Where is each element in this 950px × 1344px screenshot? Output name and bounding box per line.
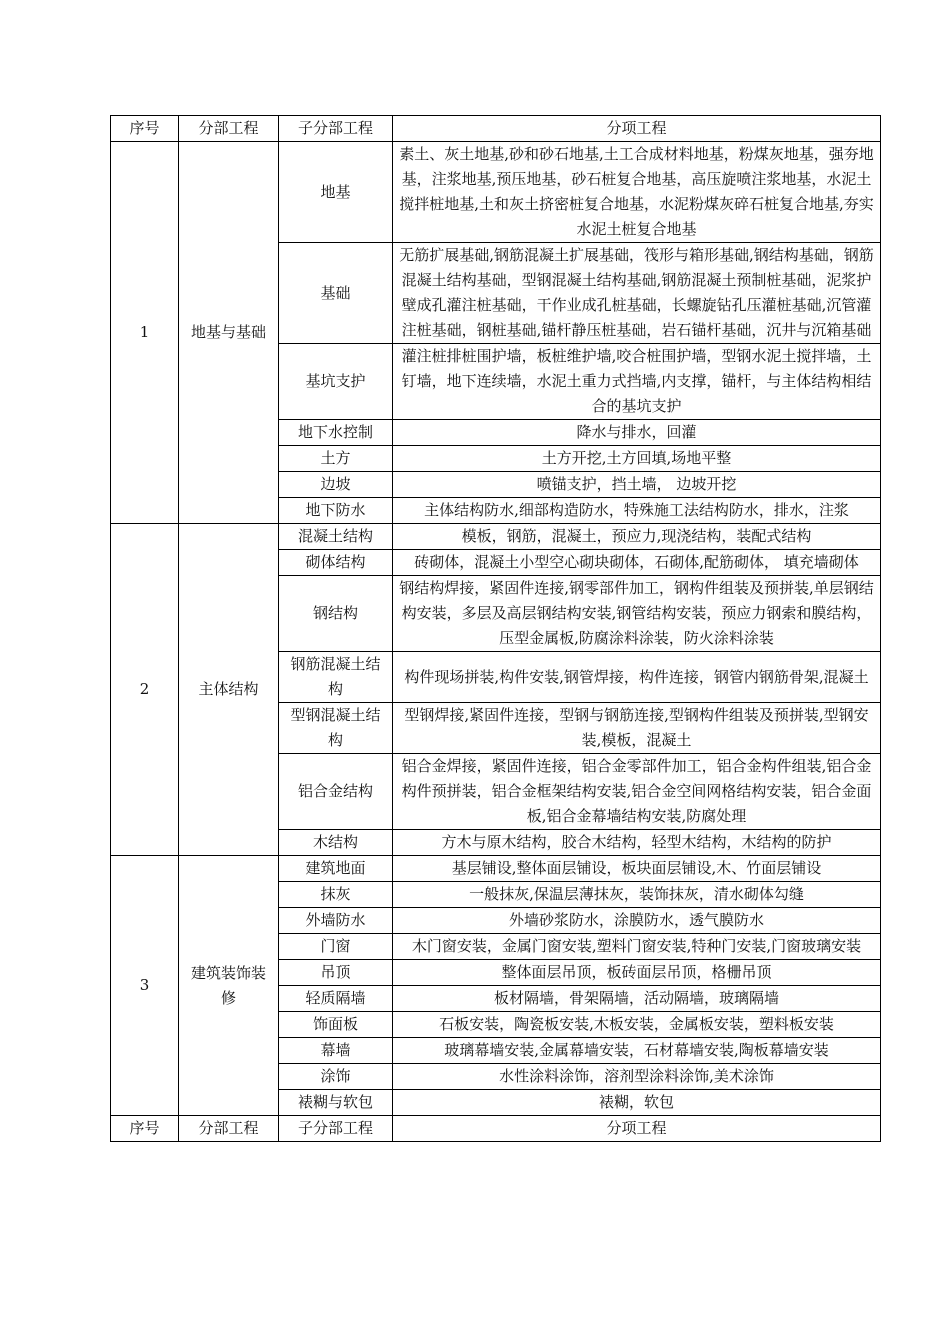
division-name: 主体结构 <box>179 524 279 856</box>
subdivision-cell: 基坑支护 <box>279 344 393 420</box>
items-cell: 方木与原木结构，胶合木结构，轻型木结构，木结构的防护 <box>393 830 881 856</box>
footer-seq: 序号 <box>111 1116 179 1142</box>
table-body <box>111 116 881 1142</box>
header-row <box>111 116 881 142</box>
division-seq: 1 <box>111 142 179 524</box>
division-name: 建筑装饰装修 <box>179 856 279 1116</box>
items-cell: 一般抹灰,保温层薄抹灰，装饰抹灰，清水砌体勾缝 <box>393 882 881 908</box>
items-cell: 型钢焊接,紧固件连接，型钢与钢筋连接,型钢构件组装及预拼装,型钢安装,模板，混凝土 <box>393 703 881 754</box>
items-cell: 板材隔墙，骨架隔墙，活动隔墙，玻璃隔墙 <box>393 986 881 1012</box>
items-cell: 砖砌体，混凝土小型空心砌块砌体，石砌体,配筋砌体， 填充墙砌体 <box>393 550 881 576</box>
division-table <box>110 115 881 1142</box>
items-cell: 土方开挖,土方回填,场地平整 <box>393 446 881 472</box>
items-cell: 模板，钢筋，混凝土，预应力,现浇结构，装配式结构 <box>393 524 881 550</box>
footer-division: 分部工程 <box>179 1116 279 1142</box>
items-cell: 玻璃幕墙安装,金属幕墙安装，石材幕墙安装,陶板幕墙安装 <box>393 1038 881 1064</box>
header-division: 分部工程 <box>179 116 279 142</box>
subdivision-cell: 涂饰 <box>279 1064 393 1090</box>
items-cell: 石板安装，陶瓷板安装,木板安装，金属板安装，塑料板安装 <box>393 1012 881 1038</box>
footer-items: 分项工程 <box>393 1116 881 1142</box>
subdivision-cell: 饰面板 <box>279 1012 393 1038</box>
items-cell: 基层铺设,整体面层铺设，板块面层铺设,木、竹面层铺设 <box>393 856 881 882</box>
subdivision-cell: 土方 <box>279 446 393 472</box>
subdivision-cell: 木结构 <box>279 830 393 856</box>
items-cell: 灌注桩排桩围护墙，板桩维护墙,咬合桩围护墙，型钢水泥土搅拌墙，土钉墙，地下连续墙，水泥土重力式挡墙,内支撑，锚杆，与主体结构相结合的基坑支护 <box>393 344 881 420</box>
division-seq: 2 <box>111 524 179 856</box>
subdivision-cell: 混凝土结构 <box>279 524 393 550</box>
subdivision-cell: 外墙防水 <box>279 908 393 934</box>
subdivision-cell: 砌体结构 <box>279 550 393 576</box>
items-cell: 水性涂料涂饰，溶剂型涂料涂饰,美术涂饰 <box>393 1064 881 1090</box>
subdivision-cell: 地基 <box>279 142 393 243</box>
subdivision-cell: 吊顶 <box>279 960 393 986</box>
items-cell: 铝合金焊接，紧固件连接，铝合金零部件加工，铝合金构件组装,铝合金构件预拼装，铝合金框架结构安装,铝合金空间网格结构安装，铝合金面板,铝合金幕墙结构安装,防腐处理 <box>393 754 881 830</box>
subdivision-cell: 基础 <box>279 243 393 344</box>
subdivision-cell: 门窗 <box>279 934 393 960</box>
header-seq: 序号 <box>111 116 179 142</box>
items-cell: 构件现场拼装,构件安装,钢管焊接，构件连接，钢管内钢筋骨架,混凝土 <box>393 652 881 703</box>
items-cell: 钢结构焊接，紧固件连接,钢零部件加工，钢构件组装及预拼装,单层钢结构安装，多层及高层钢结构安装,钢管结构安装，预应力钢索和膜结构，压型金属板,防腐涂料涂装，防火涂料涂装 <box>393 576 881 652</box>
division-name: 地基与基础 <box>179 142 279 524</box>
items-cell: 主体结构防水,细部构造防水，特殊施工法结构防水，排水，注浆 <box>393 498 881 524</box>
table-row <box>111 524 881 550</box>
subdivision-cell: 轻质隔墙 <box>279 986 393 1012</box>
items-cell: 喷锚支护，挡土墙， 边坡开挖 <box>393 472 881 498</box>
subdivision-cell: 裱糊与软包 <box>279 1090 393 1116</box>
subdivision-cell: 建筑地面 <box>279 856 393 882</box>
subdivision-cell: 地下防水 <box>279 498 393 524</box>
items-cell: 外墙砂浆防水，涂膜防水，透气膜防水 <box>393 908 881 934</box>
items-cell: 降水与排水，回灌 <box>393 420 881 446</box>
header-subdivision: 子分部工程 <box>279 116 393 142</box>
division-seq: 3 <box>111 856 179 1116</box>
items-cell: 木门窗安装，金属门窗安装,塑料门窗安装,特种门安装,门窗玻璃安装 <box>393 934 881 960</box>
subdivision-cell: 型钢混凝土结构 <box>279 703 393 754</box>
items-cell: 裱糊，软包 <box>393 1090 881 1116</box>
subdivision-cell: 幕墙 <box>279 1038 393 1064</box>
subdivision-cell: 铝合金结构 <box>279 754 393 830</box>
header-items: 分项工程 <box>393 116 881 142</box>
table-row <box>111 856 881 882</box>
subdivision-cell: 钢结构 <box>279 576 393 652</box>
footer-subdivision: 子分部工程 <box>279 1116 393 1142</box>
items-cell: 无筋扩展基础,钢筋混凝土扩展基础，筏形与箱形基础,钢结构基础，钢筋混凝土结构基础，型钢混凝土结构基础,钢筋混凝土预制桩基础，泥浆护壁成孔灌注桩基础，干作业成孔桩基础，长螺旋钻孔压灌桩基础,沉管灌注桩基础，钢桩基础,锚杆静压桩基础，岩石锚杆基础，沉井与沉箱基础 <box>393 243 881 344</box>
footer-header-row <box>111 1116 881 1142</box>
items-cell: 整体面层吊顶，板砖面层吊顶，格栅吊顶 <box>393 960 881 986</box>
subdivision-cell: 钢筋混凝土结构 <box>279 652 393 703</box>
table-row <box>111 142 881 243</box>
subdivision-cell: 边坡 <box>279 472 393 498</box>
items-cell: 素土、灰土地基,砂和砂石地基,土工合成材料地基，粉煤灰地基，强夯地基，注浆地基,预压地基，砂石桩复合地基，高压旋喷注浆地基，水泥土搅拌桩地基,土和灰土挤密桩复合地基，水泥粉煤灰碎石桩复合地基,夯实水泥土桩复合地基 <box>393 142 881 243</box>
subdivision-cell: 地下水控制 <box>279 420 393 446</box>
subdivision-cell: 抹灰 <box>279 882 393 908</box>
